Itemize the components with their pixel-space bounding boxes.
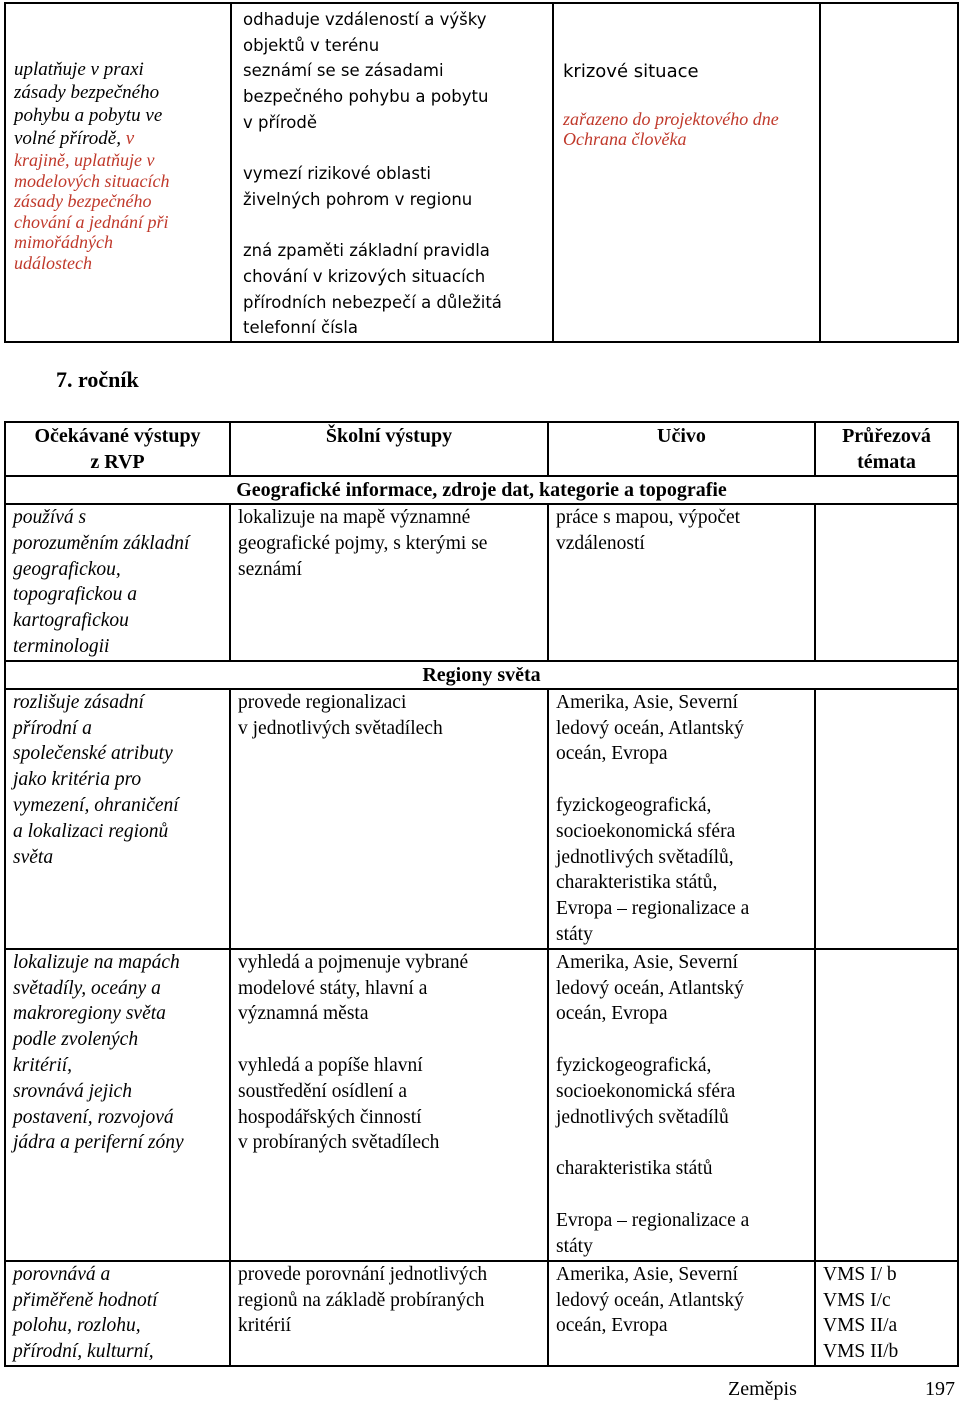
rvp-line: používá s — [13, 507, 87, 528]
top-school-line: objektů v terénu — [243, 35, 380, 55]
rvp-line: porozuměním základní — [13, 532, 190, 554]
rvp-cell — [5, 949, 230, 1261]
header-topics-line: Průřezová — [842, 425, 931, 447]
school-line: modelové státy, hlavní a — [238, 977, 428, 999]
school-line: vyhledá a popíše hlavní — [238, 1054, 423, 1076]
top-school-line: živelných pohrom v regionu — [243, 189, 473, 209]
school-cell — [230, 949, 548, 1261]
school-line: v jednotlivých světadílech — [238, 717, 443, 739]
topics-cell — [815, 689, 958, 949]
section-regions-title: Regiony světa — [5, 661, 958, 689]
topics-cell — [815, 949, 958, 1261]
header-rvp — [5, 422, 230, 476]
header-ucivo: Učivo — [548, 422, 815, 476]
header-school: Školní výstupy — [230, 422, 548, 476]
school-line: významná města — [238, 1003, 369, 1025]
table-row — [5, 949, 958, 1261]
table-row — [5, 504, 958, 661]
top-ucivo-cell — [553, 3, 820, 342]
school-line: geografické pojmy, s kterými se — [238, 532, 488, 554]
school-line: kritérií — [238, 1315, 292, 1337]
ucivo-line: státy — [556, 1235, 593, 1257]
rvp-cell — [5, 689, 230, 949]
topic-line: VMS II/b — [823, 1341, 899, 1363]
school-line: vyhledá a pojmenuje vybrané — [238, 951, 469, 973]
rvp-line: geografickou, — [13, 558, 121, 580]
ucivo-line: charakteristika států, — [556, 872, 718, 894]
top-school-line: odhaduje vzdáleností a výšky — [243, 10, 487, 29]
header-topics-line: témata — [857, 451, 916, 473]
grade-heading: 7. ročník — [56, 367, 139, 392]
ucivo-line: vzdáleností — [556, 532, 645, 554]
rvp-cell — [5, 504, 230, 661]
top-school-line: telefonní čísla — [243, 318, 358, 338]
top-rvp-red-line: mimořádných — [14, 232, 113, 252]
rvp-line: srovnává jejich — [13, 1080, 132, 1102]
rvp-line: polohu, rozlohu, — [13, 1315, 141, 1337]
top-school-line: vymezí rizikové oblasti — [243, 164, 431, 184]
ucivo-line: jednotlivých světadílů — [556, 1106, 729, 1128]
top-rvp-red-line: chování a jednání při — [14, 211, 169, 232]
top-ucivo-note: zařazeno do projektového dne — [563, 108, 779, 129]
rvp-line: světa — [13, 846, 54, 868]
section-row-regions — [5, 661, 958, 689]
rvp-line: podle zvolených — [13, 1029, 139, 1051]
school-line: v probíraných světadílech — [238, 1132, 440, 1154]
rvp-line: kartografickou — [13, 610, 129, 632]
footer-subject: Zeměpis — [728, 1378, 797, 1400]
ucivo-cell — [548, 689, 815, 949]
top-rvp-line: volné přírodě, — [14, 128, 126, 149]
ucivo-line: charakteristika států — [556, 1158, 713, 1180]
top-topics-cell — [820, 3, 958, 342]
school-line: provede porovnání jednotlivých — [238, 1263, 488, 1285]
topic-line: VMS II/a — [823, 1315, 898, 1337]
rvp-line: makroregiony světa — [13, 1003, 166, 1025]
ucivo-line: fyzickogeografická, — [556, 794, 712, 816]
header-rvp-line: z RVP — [90, 451, 145, 473]
rvp-line: lokalizuje na mapách — [13, 951, 180, 973]
top-school-line: chování v krizových situacích — [243, 267, 486, 286]
ucivo-line: Evropa – regionalizace a — [556, 898, 750, 920]
ucivo-line: Amerika, Asie, Severní — [556, 951, 738, 973]
ucivo-line: jednotlivých světadílů, — [556, 846, 734, 868]
top-rvp-line: uplatňuje v praxi — [14, 59, 144, 80]
top-school-line: v přírodě — [243, 112, 317, 132]
topics-cell — [815, 1261, 958, 1366]
ucivo-line: oceán, Evropa — [556, 1003, 668, 1025]
school-cell — [230, 504, 548, 661]
rvp-line: jako kritéria pro — [13, 769, 142, 791]
ucivo-line: fyzickogeografická, — [556, 1054, 712, 1076]
rvp-line: společenské atributy — [13, 743, 173, 765]
ucivo-line: oceán, Evropa — [556, 1315, 668, 1337]
table-row — [5, 689, 958, 949]
topics-cell — [815, 504, 958, 661]
header-topics — [815, 422, 958, 476]
main-table — [4, 421, 959, 1367]
top-rvp-line: zásady bezpečného — [14, 82, 160, 103]
ucivo-line: socioekonomická sféra — [556, 1080, 736, 1102]
rvp-line: světadíly, oceány a — [13, 977, 161, 999]
header-rvp-line: Očekávané výstupy — [34, 425, 201, 447]
rvp-line: jádra a periferní zóny — [13, 1132, 184, 1154]
rvp-line: vymezení, ohraničení — [13, 794, 179, 816]
topic-line: VMS I/c — [823, 1289, 891, 1311]
rvp-line: postavení, rozvojová — [13, 1106, 174, 1128]
top-school-line: bezpečného pohybu a pobytu — [243, 87, 489, 107]
ucivo-line: státy — [556, 923, 593, 945]
ucivo-line: ledový oceán, Atlantský — [556, 1289, 744, 1311]
rvp-line: přírodní a — [13, 717, 92, 739]
ucivo-cell — [548, 1261, 815, 1366]
ucivo-line: Evropa – regionalizace a — [556, 1209, 750, 1231]
top-school-line: přírodních nebezpečí a důležitá — [243, 292, 502, 312]
ucivo-cell — [548, 949, 815, 1261]
top-school-line: zná zpaměti základní pravidla — [243, 241, 490, 261]
top-rvp-line: pohybu a pobytu ve — [14, 105, 163, 126]
rvp-line: terminologii — [13, 635, 110, 657]
top-school-cell — [231, 3, 553, 342]
rvp-line: topografickou a — [13, 584, 138, 606]
school-cell — [230, 689, 548, 949]
top-rvp-red-line: zásady bezpečného — [14, 191, 152, 211]
table-header-row — [5, 422, 958, 476]
table-row — [5, 1261, 958, 1366]
school-line: regionů na základě probíraných — [238, 1289, 485, 1311]
section-geo-title: Geografické informace, zdroje dat, kategorie a topografie — [5, 476, 958, 504]
school-cell — [230, 1261, 548, 1366]
school-line: soustředění osídlení a — [238, 1080, 407, 1102]
top-rvp-red-word: v — [125, 128, 135, 149]
school-line: provede regionalizaci — [238, 691, 407, 713]
ucivo-cell — [548, 504, 815, 661]
ucivo-line: Amerika, Asie, Severní — [556, 691, 738, 713]
school-line: hospodářských činností — [238, 1106, 422, 1128]
top-ucivo-line: krizové situace — [563, 61, 699, 82]
rvp-line: rozlišuje zásadní — [13, 691, 144, 713]
ucivo-line: ledový oceán, Atlantský — [556, 717, 744, 739]
top-rvp-cell — [5, 3, 231, 342]
top-rvp-red-line: krajině, uplatňuje v — [14, 150, 155, 170]
top-table — [4, 2, 959, 343]
footer-page-number: 197 — [925, 1378, 955, 1400]
ucivo-line: Amerika, Asie, Severní — [556, 1263, 738, 1285]
rvp-line: porovnává a — [13, 1263, 111, 1285]
top-rvp-red-line: událostech — [14, 252, 92, 273]
ucivo-line: ledový oceán, Atlantský — [556, 977, 744, 999]
school-line: lokalizuje na mapě významné — [238, 507, 471, 528]
rvp-cell — [5, 1261, 230, 1366]
ucivo-line: práce s mapou, výpočet — [556, 507, 741, 528]
ucivo-line: oceán, Evropa — [556, 743, 668, 765]
ucivo-line: socioekonomická sféra — [556, 820, 736, 842]
rvp-line: kritérií, — [13, 1054, 73, 1076]
top-rvp-red-line: modelových situacích — [14, 170, 170, 191]
top-school-line: seznámí se se zásadami — [243, 61, 444, 81]
rvp-line: přírodní, kulturní, — [13, 1341, 154, 1363]
school-line: seznámí — [238, 558, 302, 580]
top-ucivo-note: Ochrana člověka — [563, 128, 687, 149]
topic-line: VMS I/ b — [823, 1263, 897, 1285]
section-row-geo — [5, 476, 958, 504]
rvp-line: a lokalizaci regionů — [13, 820, 169, 842]
rvp-line: přiměřeně hodnotí — [13, 1289, 158, 1311]
